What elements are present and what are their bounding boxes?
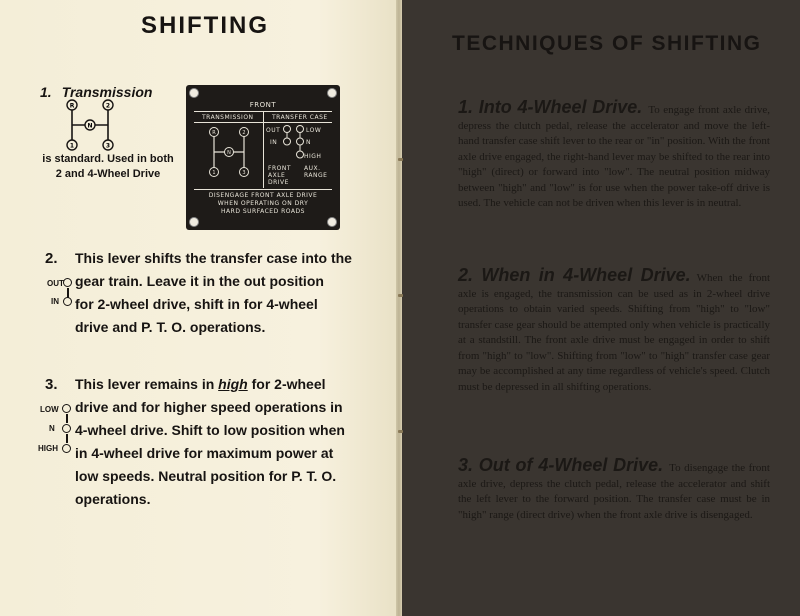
section3-text xyxy=(45,373,345,511)
lever3-line-lower xyxy=(66,434,68,443)
left-page xyxy=(0,0,398,616)
paragraph-into-4wd xyxy=(458,97,770,212)
section3-line1-post: for 2-wheel xyxy=(247,376,326,392)
lever3-line-upper xyxy=(66,414,68,423)
section1-number: 1. xyxy=(40,84,52,100)
plate-aux-range xyxy=(304,165,327,179)
plate-in-label: IN xyxy=(270,139,278,146)
paragraph-when-in-4wd xyxy=(458,265,770,395)
section2-text xyxy=(45,247,352,339)
plate-gear-n-label: N xyxy=(227,150,231,156)
plate-column-divider xyxy=(263,112,264,188)
plate-divider xyxy=(194,189,332,190)
plate-warning xyxy=(186,192,340,216)
lever3-n-label: N xyxy=(49,424,55,433)
section3-line2: drive and for higher speed operations in xyxy=(75,399,343,415)
section3-number: 3. xyxy=(45,376,58,393)
paragraph-out-of-4wd xyxy=(458,455,770,523)
lever2-in-circle xyxy=(63,297,72,306)
plate-aux-line1: AUX. xyxy=(304,165,321,172)
plate-gear-3-label: 3 xyxy=(242,170,246,176)
plate-high-label: HIGH xyxy=(304,153,322,160)
lever3-low-circle xyxy=(62,404,71,413)
page-title-techniques: TECHNIQUES OF SHIFTING xyxy=(452,32,762,55)
section3-line3: 4-wheel drive. Shift to low position when xyxy=(75,422,345,438)
plate-bolt xyxy=(189,217,199,227)
section3-line6: operations. xyxy=(75,491,151,507)
plate-warning-line3: HARD SURFACED ROADS xyxy=(221,208,305,215)
plate-warning-line1: DISENGAGE FRONT AXLE DRIVE xyxy=(208,192,318,199)
gear-3-label: 3 xyxy=(105,142,111,150)
plate-gear-r-label: R xyxy=(212,130,216,136)
binding-stitch xyxy=(398,294,403,297)
plate-front-axle-line3: DRIVE xyxy=(268,179,289,186)
plate-col-transfer-case: TRANSFER CASE xyxy=(272,114,328,121)
paragraph1-body: To engage front axle drive, depress the clutch pedal, release the accelerator and move the left-hand transfer case shift lever to the rear or "in" position. With the front axle drive engaged, the right-hand lever may be shifted to the rear into "high" (direct) or forward into "low". The neutral position midway between "high" and "low" is for use when the power take-off drive is used. The vehicle can not be driven when this lever is in neutral. xyxy=(458,104,770,209)
paragraph2-heading: 2. When in 4-Wheel Drive. xyxy=(458,265,691,285)
plate-gear-2-label: 2 xyxy=(242,130,246,136)
plate-bolt xyxy=(327,88,337,98)
plate-bolt xyxy=(189,88,199,98)
paragraph1-heading: 1. Into 4-Wheel Drive. xyxy=(458,97,643,117)
lever3-high-label: HIGH xyxy=(38,444,58,453)
section3-line1-emphasis: high xyxy=(218,376,248,392)
lever2-out-circle xyxy=(63,278,72,287)
lever2-out-label: OUT xyxy=(47,279,64,288)
section1-title: Transmission xyxy=(61,84,153,100)
section2-number: 2. xyxy=(45,250,58,267)
lever3-low-label: LOW xyxy=(40,405,59,414)
book-gutter xyxy=(396,0,402,616)
gear-1-label: 1 xyxy=(69,142,75,150)
plate-n-label: N xyxy=(306,139,311,146)
paragraph2-body: When the front axle is engaged, the transmission can be used as in 2-wheel drive operations to obtain varied speeds. Shifting from "high" to "low" transfer case gear should be attempted only when vehicle is practically at a standstill. The front axle drive must be engaged in order to shift from "high" to "low". Shifting from "low" to "high" transfer case gear may be accomplished at any time regardless of vehicle's speed. Clutch must be depressed in all shifting operations. xyxy=(458,272,770,393)
section1-note xyxy=(38,152,178,182)
section1-note-line1: is standard. Used in both xyxy=(42,153,174,165)
paragraph3-body: To disengage the front axle drive, depress the clutch pedal, release the accelerator and shift the left lever to the forward position. The transfer case must be in "high" range (direct drive) when the front axle drive is disengaged. xyxy=(458,462,770,521)
binding-stitch xyxy=(398,158,403,161)
section1-note-line2: 2 and 4-Wheel Drive xyxy=(55,168,161,180)
gear-2-label: 2 xyxy=(105,102,111,110)
section3-line5: low speeds. Neutral position for P. T. O. xyxy=(75,468,337,484)
gear-n-label: N xyxy=(87,122,93,130)
plate-bolt xyxy=(327,217,337,227)
plate-front-axle-drive xyxy=(268,165,291,186)
binding-stitch xyxy=(398,430,403,433)
plate-front-axle-line1: FRONT xyxy=(268,165,291,172)
section3-line1-pre: This lever remains in xyxy=(75,376,219,392)
section3-line4: in 4-wheel drive for maximum power at xyxy=(75,445,334,461)
plate-header: FRONT xyxy=(249,101,277,109)
paragraph3-heading: 3. Out of 4-Wheel Drive. xyxy=(458,455,664,475)
plate-transmission-pattern xyxy=(204,126,254,180)
plate-low-label: LOW xyxy=(306,127,322,134)
instruction-plate xyxy=(186,85,340,230)
plate-col-transmission: TRANSMISSION xyxy=(202,114,254,121)
section2-line1: This lever shifts the transfer case into the xyxy=(75,250,352,266)
plate-front-axle-line2: AXLE xyxy=(268,172,286,179)
transmission-shift-pattern-diagram xyxy=(60,98,120,152)
page-title-shifting: SHIFTING xyxy=(141,12,269,39)
section2-line3: for 2-wheel drive, shift in for 4-wheel xyxy=(75,296,318,312)
lever2-in-label: IN xyxy=(51,297,59,306)
section2-line4: drive and P. T. O. operations. xyxy=(75,319,266,335)
plate-gear-1-label: 1 xyxy=(212,170,216,176)
gear-r-label: R xyxy=(69,102,75,110)
lever3-n-circle xyxy=(62,424,71,433)
plate-out-label: OUT xyxy=(266,127,281,134)
plate-aux-line2: RANGE xyxy=(304,172,328,179)
section2-line2: gear train. Leave it in the out position xyxy=(75,273,324,289)
lever3-high-circle xyxy=(62,444,71,453)
plate-warning-line2: WHEN OPERATING ON DRY xyxy=(217,200,309,207)
